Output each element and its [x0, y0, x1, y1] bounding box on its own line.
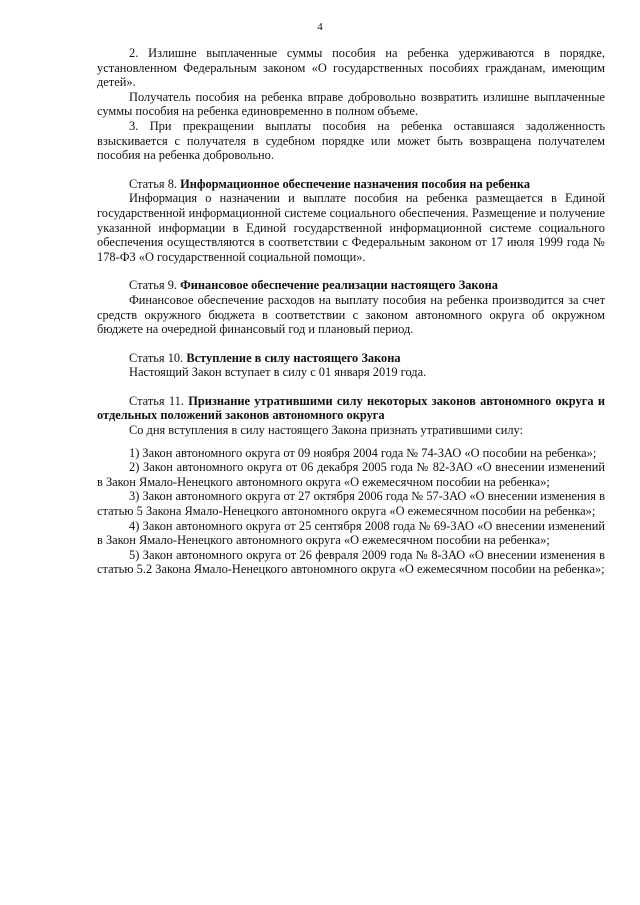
page-number: 4 [317, 21, 323, 33]
article-11-intro: Со дня вступления в силу настоящего Закона признать утратившими силу: [129, 423, 523, 438]
paragraph: 3. При прекращении выплаты пособия на ребенка оставшаяся задолженность взыскивается с получателя в судебном порядке или может быть возвращена получателем пособия на ребенка добровольно. [97, 118, 605, 163]
article-title: Финансовое обеспечение реализации настоящего Закона [180, 278, 498, 293]
article-title: Вступление в силу настоящего Закона [186, 350, 401, 365]
article-prefix: Статья 11. [129, 393, 184, 408]
article-prefix: Статья 8. [129, 176, 178, 191]
list-item: 1) Закон автономного округа от 09 ноября 2004 года № 74-ЗАО «О пособии на ребенка»; [129, 445, 597, 460]
article-title: Информационное обеспечение назначения пособия на ребенка [180, 176, 531, 191]
article-9-heading [97, 278, 605, 293]
article-8-text: Информация о назначении и выплате пособия на ребенка размещается в Единой государственной информационной системе социального обеспечения. Размещение и получение указанной информации в Единой государственной информационной системе социального обеспечения осуществляются в соответствии с Федеральным законом от 17 июля 1999 года № 178-ФЗ «О государственной социальной помощи». [97, 191, 605, 264]
paragraph: Получатель пособия на ребенка вправе добровольно возвратить излишне выплаченные суммы пособия на ребенка единовременно в полном объеме. [97, 89, 605, 119]
page-content [97, 46, 605, 577]
paragraph: 2. Излишне выплаченные суммы пособия на ребенка удерживаются в порядке, установленном Федеральным законом «О государственных пособиях гражданам, имеющим детей». [97, 46, 605, 90]
list-item: 2) Закон автономного округа от 06 декабря 2005 года № 82-ЗАО «О внесении изменений в Закон Ямало-Ненецкого автономного округа «О ежемесячном пособии на ребенка»; [97, 460, 605, 489]
list-item: 3) Закон автономного округа от 27 октября 2006 года № 57-ЗАО «О внесении изменения в статью 5 Закона Ямало-Ненецкого автономного округа «О ежемесячном пособии на ребенка»; [97, 489, 605, 519]
article-8-heading [97, 177, 605, 192]
article-10-text: Настоящий Закон вступает в силу с 01 января 2019 года. [129, 365, 427, 380]
article-9-text: Финансовое обеспечение расходов на выплату пособия на ребенка производится за счет средств окружного бюджета в соответствии с законом автономного округа об окружном бюджете на очередной финансовый год и плановый период. [97, 292, 605, 337]
article-prefix: Статья 10. [129, 350, 184, 365]
article-title: Признание утратившими силу некоторых законов автономного округа и отдельных положений законов автономного округа [97, 393, 605, 423]
article-10-heading [97, 351, 605, 366]
article-11-heading [97, 394, 605, 423]
list-item: 4) Закон автономного округа от 25 сентября 2008 года № 69-ЗАО «О внесении изменений в Закон Ямало-Ненецкого автономного округа «О ежемесячном пособии на ребенка»; [97, 518, 605, 548]
list-item: 5) Закон автономного округа от 26 февраля 2009 года № 8-ЗАО «О внесении изменения в статью 5.2 Закона Ямало-Ненецкого автономного округа «О ежемесячном пособии на ребенка»; [97, 547, 605, 577]
article-prefix: Статья 9. [129, 278, 178, 293]
